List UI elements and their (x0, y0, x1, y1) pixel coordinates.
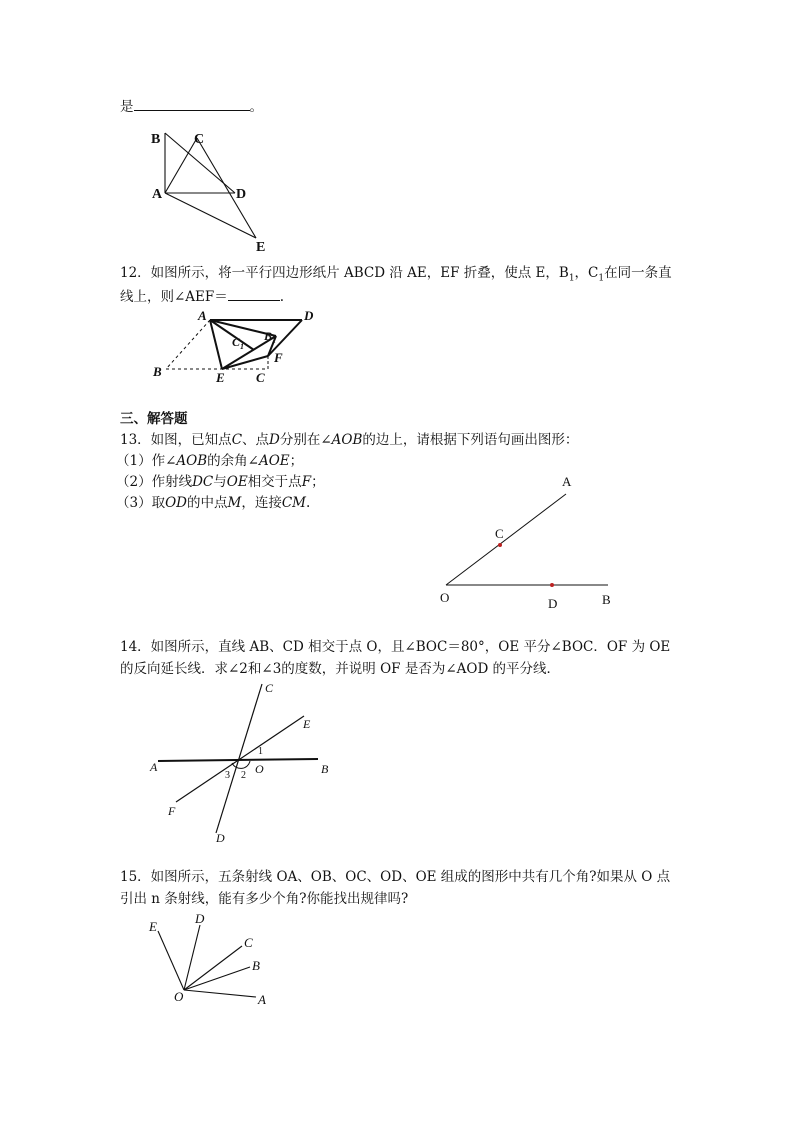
q14-text-line1: 14．如图所示，直线 AB、CD 相交于点 O，且∠BOC＝80°，OE 平分∠BOC．OF 为 OE (120, 639, 671, 655)
q15-ray-OB (184, 967, 250, 990)
section-title: 三、解答题 (120, 411, 188, 427)
q13-step2: （2）作射线DC与OE相交于点F； (116, 474, 325, 490)
q15-label-O: O (174, 989, 184, 1004)
q12-text-line1: 12．如图所示，将一平行四边形纸片 ABCD 沿 AE，EF 折叠，使点 E，$B_1$，$C_1$在同一条直 (120, 265, 672, 284)
q14-label-B: B (321, 762, 329, 776)
q12-label-D: D (304, 308, 314, 323)
q14-angle-3: 3 (225, 770, 230, 781)
q12-label-B: B (153, 364, 162, 379)
q15-label-E: E (149, 919, 157, 934)
q14-label-O: O (255, 762, 264, 776)
q11-answer-line: 是 。 (120, 96, 263, 116)
q12-label-C1: $C_1$ (232, 335, 245, 351)
q11-label-B: B (151, 132, 161, 147)
q12-label-B1: $B_1$ (264, 329, 277, 345)
q14-label-A: A (150, 760, 158, 774)
q14-label-C: C (265, 681, 274, 695)
q15-label-D: D (195, 911, 205, 926)
q15-text-line2: 引出 n 条射线，能有多少个角?你能找出规律吗? (120, 891, 409, 907)
q11-label-D: D (236, 187, 247, 202)
q15-ray-OE (158, 931, 184, 990)
q13-step1: （1）作∠AOB的余角∠AOE； (116, 453, 304, 469)
q12-text-line2: 线上，则∠AEF＝ . (120, 286, 284, 306)
q15-label-B: B (252, 958, 260, 973)
q14-label-D: D (216, 831, 225, 845)
q15-label-C: C (244, 935, 253, 950)
q14-angle-2: 2 (241, 770, 246, 781)
q15-label-A: A (258, 992, 266, 1007)
q13-label-C: C (495, 526, 504, 541)
q11-label-C: C (194, 132, 205, 147)
q14-text-line2: 的反向延长线．求∠2和∠3的度数，并说明 OF 是否为∠AOD 的平分线． (120, 661, 561, 677)
q13-intro: 13．如图，已知点C、点D分别在∠AOB的边上，请根据下列语句画出图形： (120, 432, 579, 448)
q15-text-line1: 15．如图所示，五条射线 OA、OB、OC、OD、OE 组成的图形中共有几个角?如果从 O 点 (120, 869, 671, 885)
q13-label-D: D (548, 596, 558, 611)
q13-label-B: B (602, 592, 611, 607)
q11-label-A: A (152, 187, 163, 202)
q12-label-C: C (256, 370, 265, 385)
q14-angle-1: 1 (258, 746, 263, 757)
q15-ray-OA (184, 990, 256, 997)
q12-label-A: A (198, 308, 207, 323)
q14-label-E: E (303, 717, 311, 731)
q13-step3: （3）取OD的中点M，连接CM. (116, 495, 311, 511)
q12-label-F: F (274, 350, 283, 365)
q14-label-F: F (168, 804, 176, 818)
q11-label-E: E (256, 240, 266, 255)
q13-label-A: A (562, 474, 572, 489)
q13-label-O: O (440, 590, 450, 605)
q12-label-E: E (216, 370, 225, 385)
